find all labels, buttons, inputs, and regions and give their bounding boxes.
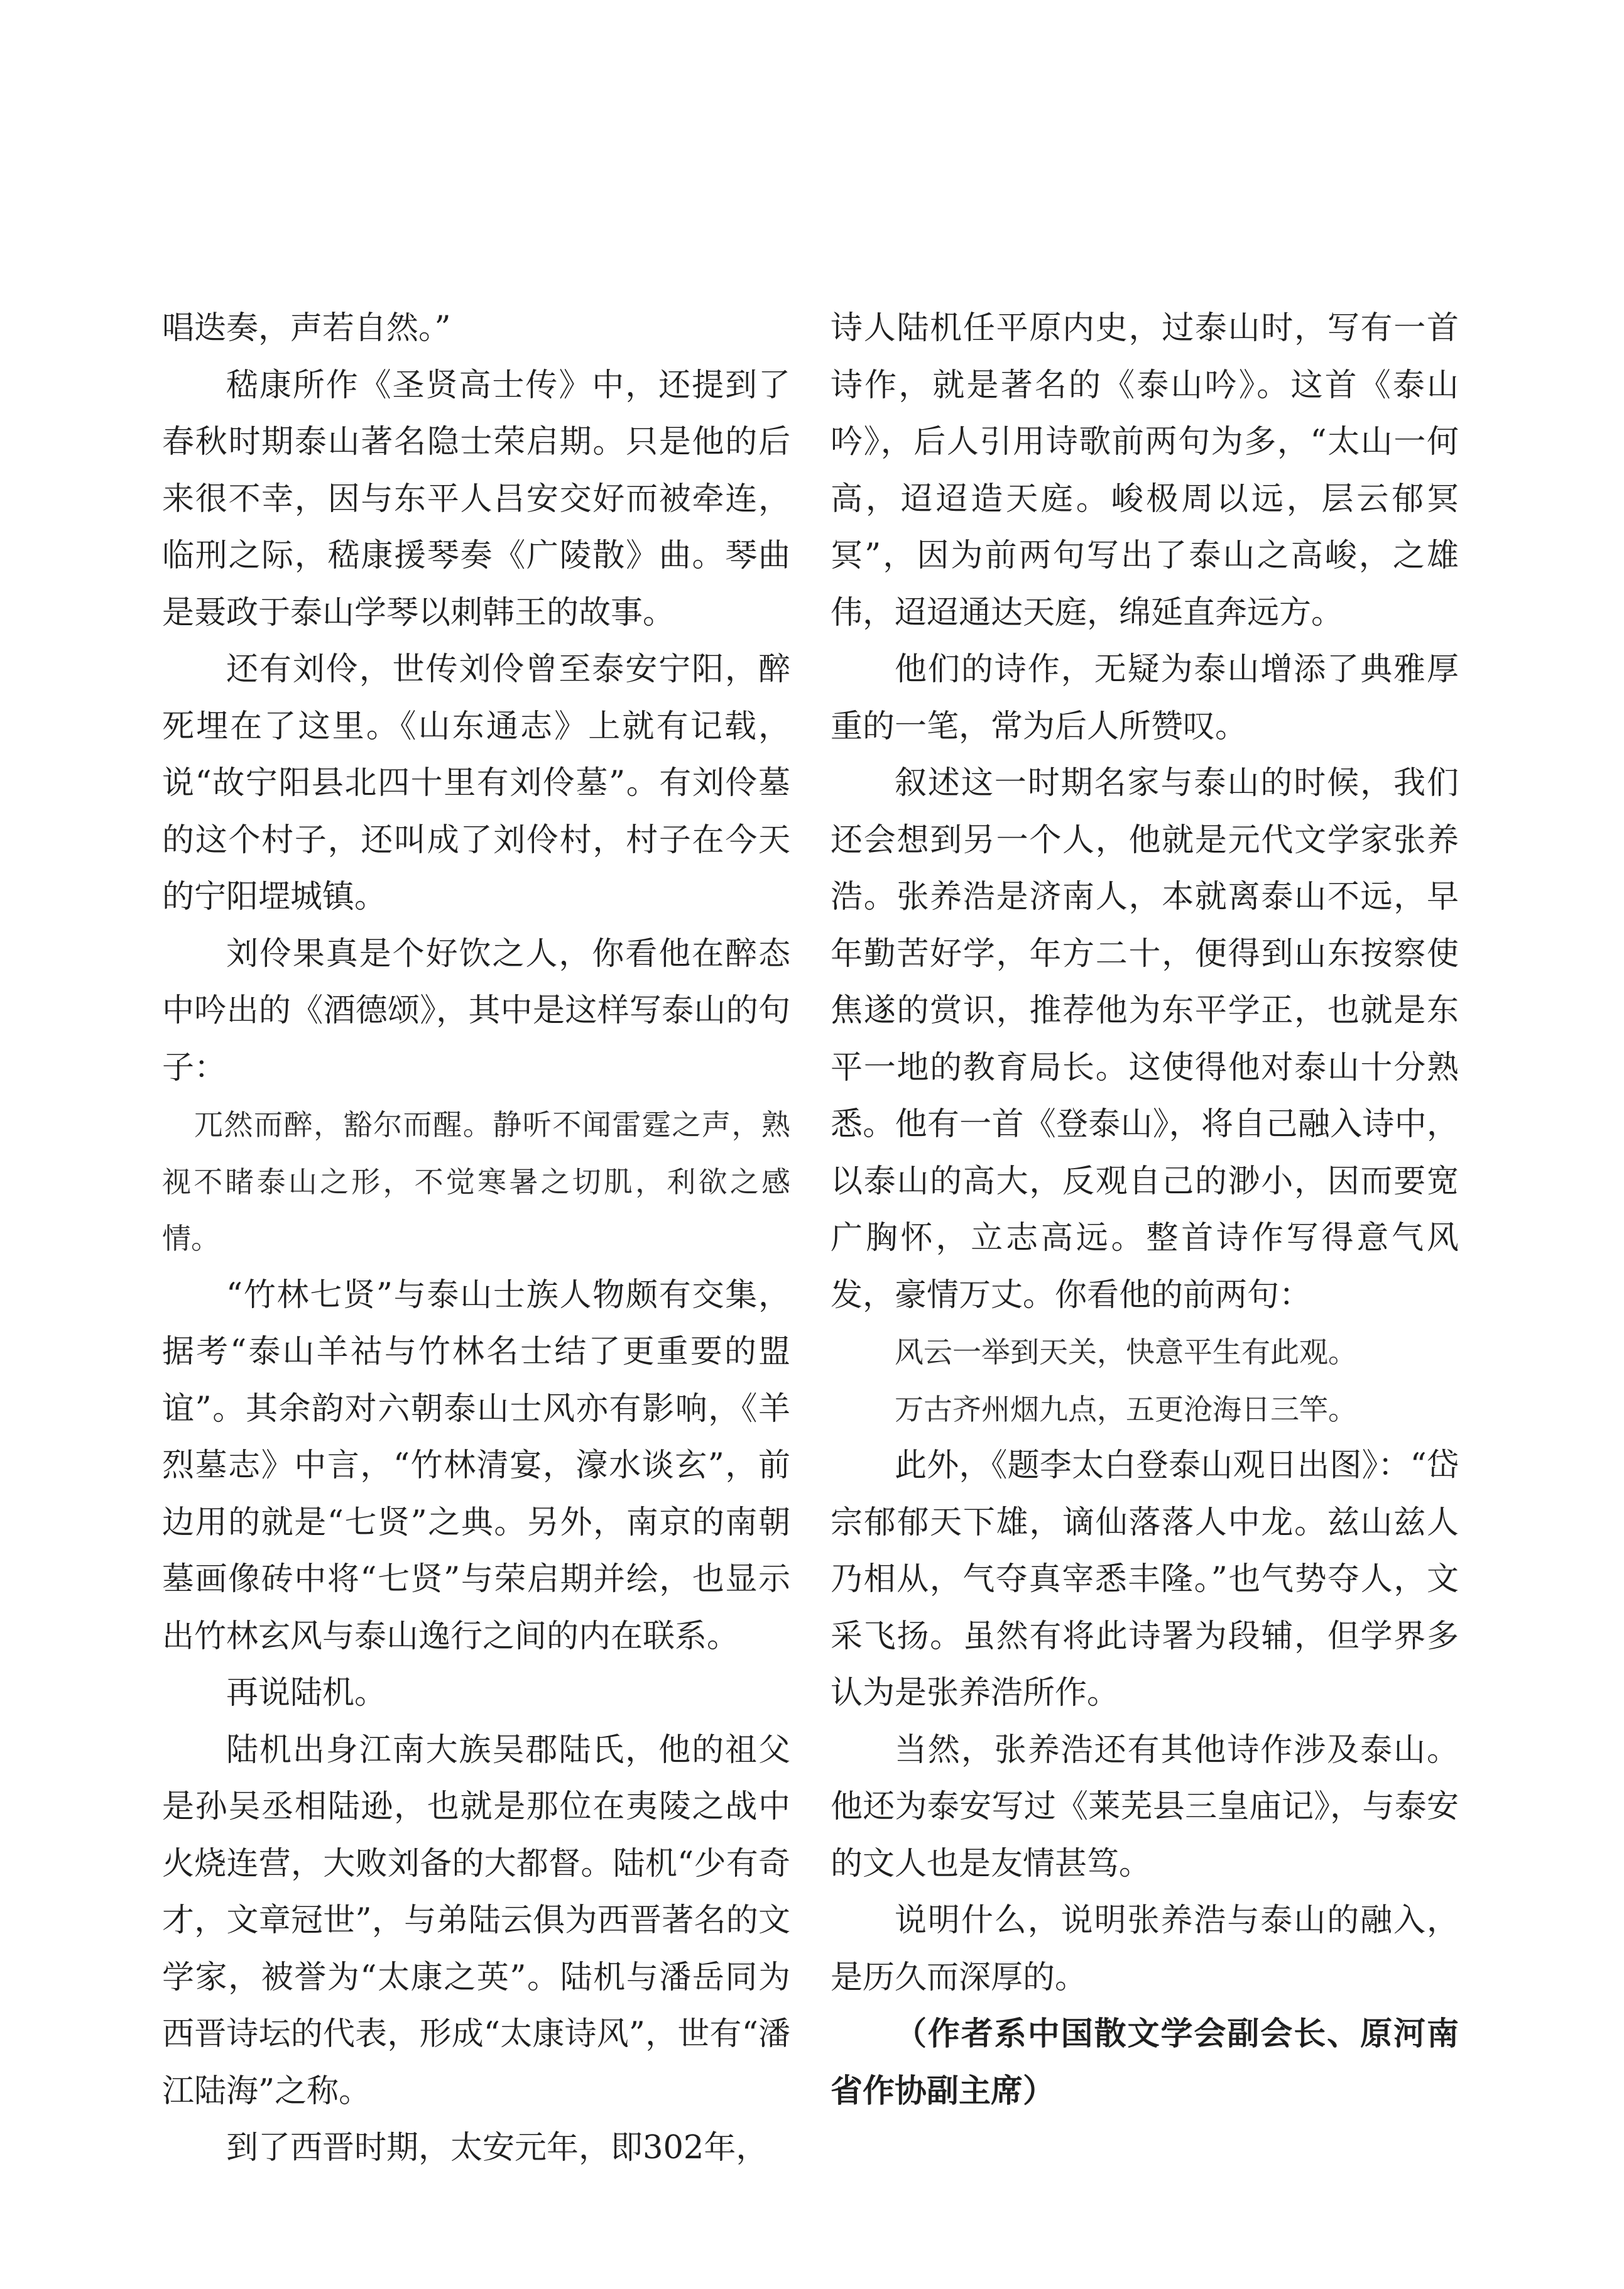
paragraph-luji-family: 陆机出身江南大族吴郡陆氏，他的祖父是孙吴丞相陆逊，也就是那位在夷陵之战中火烧连营，大败刘备的大都督。陆机“少有奇才，文章冠世”，与弟陆云俱为西晋著名的文学家，被誉为“太康之英”。陆机与潘岳同为西晋诗坛的代表，形成“太康诗风”，世有“潘江陆海”之称。: [162, 1731, 790, 2110]
paragraph-luji-intro: 再说陆机。: [226, 1674, 387, 1712]
paragraph-jikang: 嵇康所作《圣贤高士传》中，还提到了春秋时期泰山著名隐士荣启期。只是他的后来很不幸，因与东平人吕安交好而被牵连，临刑之际，嵇康援琴奏《广陵散》曲。琴曲是聂政于泰山学琴以刺韩王的故事。: [162, 366, 790, 631]
paragraph-continuation: 唱迭奏，声若自然。”: [162, 310, 451, 347]
poem-line: 万古齐州烟九点，五更沧海日三竿。: [895, 1392, 1357, 1426]
paragraph-western-jin: 到了西晋时期，太安元年，即302年，: [226, 2129, 768, 2166]
left-column: [162, 300, 790, 2177]
right-column: [831, 300, 1459, 2120]
paragraph-zhulin-qixian: “竹林七贤”与泰山士族人物颇有交集，据考“泰山羊祜与竹林名士结了更重要的盟谊”。其余韵对六朝泰山士风亦有影响，《羊烈墓志》中言，“竹林清宴，濠水谈玄”，前边用的就是“七贤”之典。另外，南京的南朝墓画像砖中将“七贤”与荣启期并绘，也显示出竹林玄风与泰山逸行之间的内在联系。: [162, 1276, 790, 1655]
paragraph-taishanyin: 诗人陆机任平原内史，过泰山时，写有一首诗作，就是著名的《泰山吟》。这首《泰山吟》，后人引用诗歌前两句为多，“太山一何高，迢迢造天庭。峻极周以远，层云郁冥冥”，因为前两句写出了泰山之高峻，之雄伟，迢迢通达天庭，绵延直奔远方。: [831, 310, 1459, 631]
paragraph-zhangyanghao: 叙述这一时期名家与泰山的时候，我们还会想到另一个人，他就是元代文学家张养浩。张养浩是济南人，本就离泰山不远，早年勤苦好学，年方二十，便得到山东按察使焦遂的赏识，推荐他为东平学正，也就是东平一地的教育局长。这使得他对泰山十分熟悉。他有一首《登泰山》，将自己融入诗中，以泰山的高大，反观自己的渺小，因而要宽广胸怀，立志高远。整首诗作写得意气风发，豪情万丈。你看他的前两句：: [831, 765, 1459, 1314]
paragraph-li-taibai-painting: 此外，《题李太白登泰山观日出图》：“岱宗郁郁天下雄，谪仙落落人中龙。兹山兹人乃相从，气夺真宰悉丰隆。”也气势夺人，文采飞扬。虽然有将此诗署为段辅，但学界多认为是张养浩所作。: [831, 1447, 1459, 1712]
paragraph-conclusion: 说明什么，说明张养浩与泰山的融入，是历久而深厚的。: [831, 1902, 1459, 1996]
author-note: （作者系中国散文学会副会长、原河南省作协副主席）: [831, 2016, 1459, 2110]
paragraph-poems-praise: 他们的诗作，无疑为泰山增添了典雅厚重的一笔，常为后人所赞叹。: [831, 651, 1459, 745]
paragraph-liuling-drinker: 刘伶果真是个好饮之人，你看他在醉态中吟出的《酒德颂》，其中是这样写泰山的句子：: [162, 935, 790, 1086]
paragraph-other-works: 当然，张养浩还有其他诗作涉及泰山。他还为泰安写过《莱芜县三皇庙记》，与泰安的文人也是友情甚笃。: [831, 1731, 1459, 1882]
paragraph-liuling: 还有刘伶，世传刘伶曾至泰安宁阳，醉死埋在了这里。《山东通志》上就有记载，说“故宁阳县北四十里有刘伶墓”。有刘伶墓的这个村子，还叫成了刘伶村，村子在今天的宁阳堽城镇。: [162, 651, 790, 915]
quote-jiudesong: 兀然而醉，豁尔而醒。静听不闻雷霆之声，熟视不睹泰山之形，不觉寒暑之切肌，利欲之感情。: [162, 1108, 790, 1255]
poem-line: 风云一举到天关，快意平生有此观。: [895, 1335, 1357, 1369]
